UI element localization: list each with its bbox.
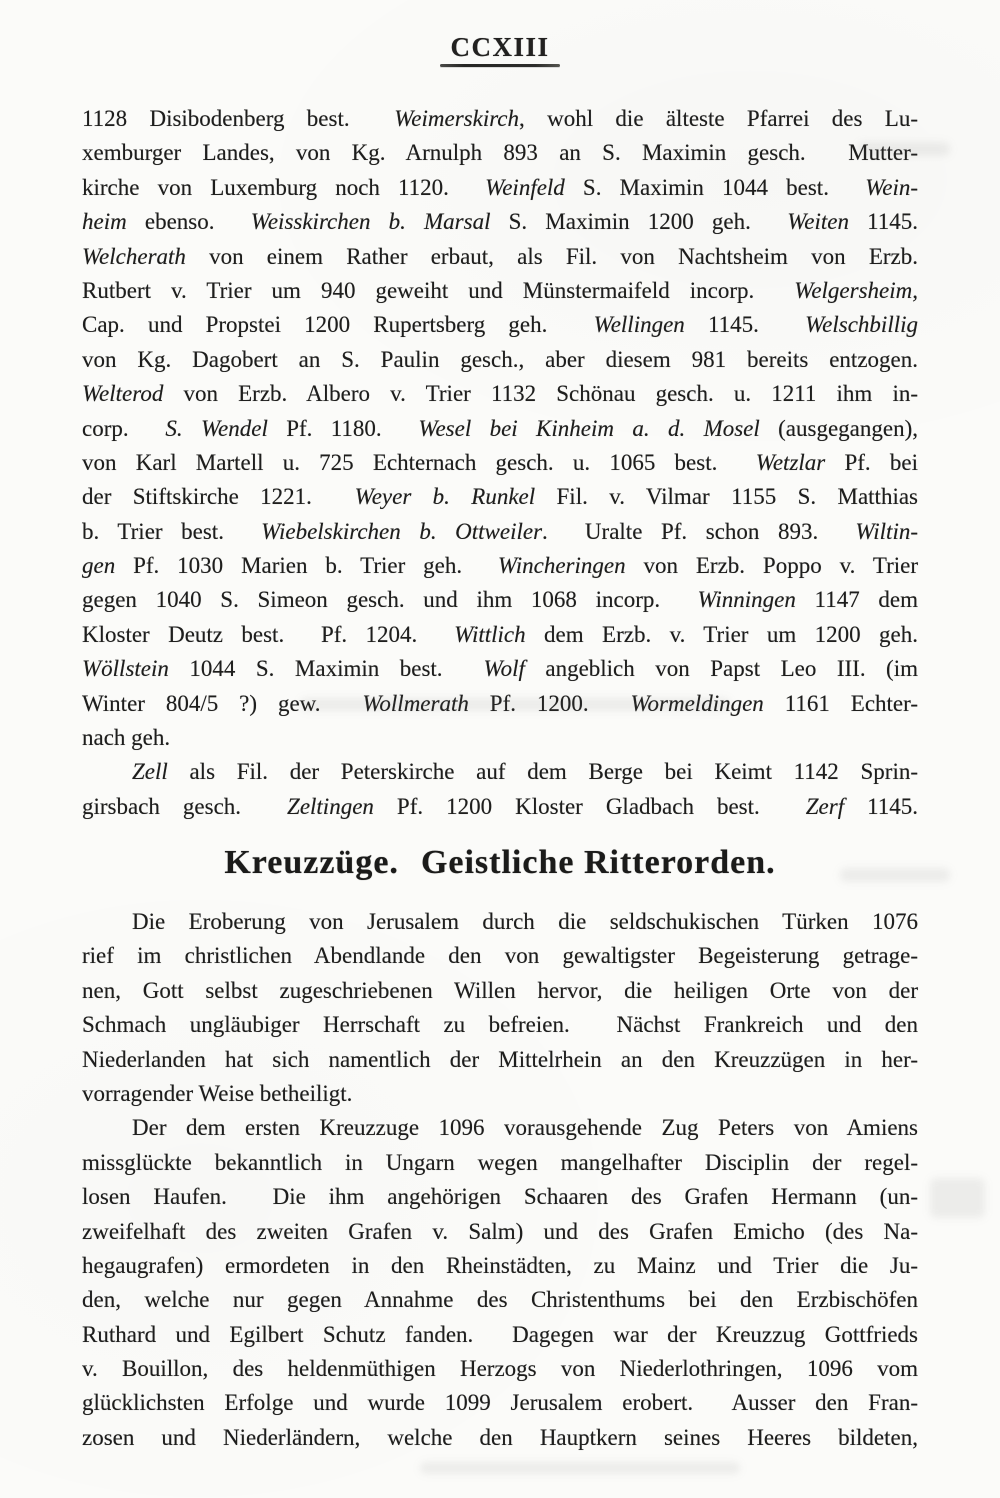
place-name-italic: Wittlich	[454, 621, 526, 647]
text-line	[82, 1146, 918, 1180]
body-text: Pf. bei	[825, 449, 918, 475]
body-text: ebenso.	[126, 209, 251, 235]
text-line	[82, 1043, 918, 1077]
body-text: 1044 S. Maximin best.	[168, 656, 484, 682]
text-line	[82, 939, 918, 973]
body-text: Pf. 1030 Marien b. Trier geh.	[115, 553, 498, 579]
body-text: den, welche nur gegen Annahme des Christenthums bei den Erzbischöfen	[82, 1287, 918, 1313]
text-line	[82, 343, 918, 377]
place-name-italic: Wiebelskirchen b. Ottweiler	[261, 518, 543, 544]
body-text: , wohl die älteste Pfarrei des Lu-	[519, 106, 919, 131]
text-line	[82, 1215, 918, 1249]
place-name-italic: heim	[82, 209, 127, 235]
text-line	[82, 618, 918, 652]
body-text: . Uralte Pf. schon 893.	[542, 518, 856, 544]
gazetteer-text-block	[82, 102, 918, 824]
body-text: Winter 804/5 ?) gew.	[82, 690, 363, 716]
body-text: 1161 Echter-	[763, 690, 918, 716]
body-text: Niederlanden hat sich namentlich der Mittelrhein an den Kreuzzügen in her-	[82, 1046, 918, 1072]
scan-artifact	[930, 1178, 985, 1218]
body-text: zosen und Niederländern, welche den Hauptkern seines Heeres bildeten,	[82, 1424, 918, 1450]
text-line	[82, 102, 918, 136]
place-name-italic: Wöllstein	[82, 656, 169, 682]
place-name-italic: Welterod	[82, 381, 164, 407]
body-text: 1145.	[848, 209, 918, 235]
body-text: Ruthard und Egilbert Schutz fanden. Dagegen war der Kreuzzug Gottfrieds	[82, 1321, 918, 1347]
text-line	[82, 974, 918, 1008]
body-text: vorragender Weise betheiligt.	[82, 1080, 353, 1106]
body-text: losen Haufen. Die ihm angehörigen Schaaren des Grafen Hermann (un-	[82, 1184, 918, 1210]
place-name-italic: Wollmerath	[362, 690, 469, 716]
section-heading-part2: Geistliche Ritterorden.	[420, 844, 776, 881]
place-name-italic: Weyer b. Runkel	[354, 484, 536, 510]
body-text: Schmach ungläubiger Herrschaft zu befreien. Nächst Frankreich und den	[82, 1012, 918, 1038]
body-text: von Kg. Dagobert an S. Paulin gesch., aber diesem 981 bereits entzogen.	[82, 346, 918, 372]
text-line	[82, 1180, 918, 1214]
body-text: b. Trier best.	[82, 518, 262, 544]
text-line	[82, 1352, 918, 1386]
text-line	[82, 171, 918, 205]
text-line	[82, 1386, 918, 1420]
body-text: Pf. 1200.	[468, 690, 631, 716]
place-name-italic: Zell	[132, 759, 168, 785]
body-text: von Erzb. Poppo v. Trier	[625, 553, 918, 579]
place-name-italic: gen	[82, 553, 116, 579]
body-text: Kloster Deutz best. Pf. 1204.	[82, 621, 455, 647]
text-line	[82, 515, 918, 549]
text-line	[82, 905, 918, 939]
place-name-italic: Weisskirchen b. Marsal	[250, 209, 491, 235]
text-line	[82, 1249, 918, 1283]
body-text: missglückte bekanntlich in Ungarn wegen mangelhafter Disciplin der regel-	[82, 1149, 918, 1175]
body-text: von Karl Martell u. 725 Echternach gesch. u. 1065 best.	[82, 449, 756, 475]
text-line	[82, 1008, 918, 1042]
body-text: Pf. 1180.	[267, 415, 419, 441]
body-text: v. Bouillon, des heldenmüthigen Herzogs von Niederlothringen, 1096 vom	[82, 1356, 918, 1382]
body-text: hegaugrafen) ermordeten in den Rheinstädten, zu Mainz und Trier die Ju-	[82, 1252, 918, 1278]
body-text: (ausgegangen),	[759, 415, 918, 441]
body-text: glücklichsten Erfolge und wurde 1099 Jerusalem erobert. Ausser den Fran-	[82, 1390, 918, 1416]
body-text: 1145.	[684, 312, 806, 338]
place-name-italic: Wellingen	[593, 312, 685, 338]
text-line	[82, 790, 918, 824]
body-text: 1145.	[844, 793, 918, 819]
text-line	[82, 1421, 918, 1455]
place-name-italic: Wormeldingen	[630, 690, 764, 716]
place-name-italic: Welschbillig	[805, 312, 918, 338]
body-text: zweifelhaft des zweiten Grafen v. Salm) und des Grafen Emicho (des Na-	[82, 1218, 918, 1244]
body-text: Pf. 1200 Kloster Gladbach best.	[373, 793, 806, 819]
text-line	[82, 721, 918, 755]
body-text: Rutbert v. Trier um 940 geweiht und Münstermaifeld incorp.	[82, 277, 795, 303]
body-text: der Stiftskirche 1221.	[82, 484, 355, 510]
text-line	[82, 136, 918, 170]
place-name-italic: Weiten	[787, 209, 849, 235]
body-text: dem Erzb. v. Trier um 1200 geh.	[525, 621, 918, 647]
text-line	[82, 274, 918, 308]
section-heading	[0, 844, 1000, 882]
text-line	[82, 652, 918, 686]
place-name-italic: Wincheringen	[497, 553, 626, 579]
body-text: 1147 dem	[795, 587, 918, 613]
body-text: Fil. v. Vilmar 1155 S. Matthias	[535, 484, 918, 510]
body-text: Cap. und Propstei 1200 Rupertsberg geh.	[82, 312, 594, 338]
place-name-italic: Weinfeld	[485, 174, 565, 200]
place-name-italic: Wetzlar	[755, 449, 826, 475]
text-line	[82, 1283, 918, 1317]
place-name-italic: Zeltingen	[287, 793, 374, 819]
place-name-italic: Weimerskirch	[394, 106, 520, 131]
text-line	[82, 687, 918, 721]
place-name-italic: Welgersheim,	[794, 277, 918, 303]
place-name-italic: Winningen	[697, 587, 796, 613]
text-line	[82, 205, 918, 239]
body-text: rief im christlichen Abendlande den von gewaltigster Begeisterung getrage-	[82, 943, 918, 969]
body-text: corp.	[82, 415, 166, 441]
body-text: Die Eroberung von Jerusalem durch die seldschukischen Türken 1076	[132, 909, 918, 934]
body-text: xemburger Landes, von Kg. Arnulph 893 an S. Maximin gesch. Mutter-	[82, 140, 918, 166]
body-text: von einem Rather erbaut, als Fil. von Nachtsheim von Erzb.	[185, 243, 918, 269]
body-text: kirche von Luxemburg noch 1120.	[82, 174, 486, 200]
body-text: nen, Gott selbst zugeschriebenen Willen hervor, die heiligen Orte von der	[82, 977, 918, 1003]
text-line	[82, 308, 918, 342]
section-heading-part1: Kreuzzüge.	[224, 844, 399, 881]
place-name-italic: Zerf	[805, 793, 845, 819]
text-line	[82, 446, 918, 480]
body-text: 1128 Disibodenberg best.	[82, 106, 395, 131]
place-name-italic: S. Wendel	[165, 415, 268, 441]
page-number-folio: CCXIII	[450, 32, 550, 62]
place-name-italic: Wein-	[865, 174, 918, 200]
text-line	[82, 240, 918, 274]
text-line	[82, 1077, 918, 1111]
text-line	[82, 755, 918, 789]
text-line	[82, 549, 918, 583]
text-line	[82, 1318, 918, 1352]
folio-underline-rule	[440, 64, 560, 67]
place-name-italic: Wiltin-	[855, 518, 919, 544]
text-line	[82, 1111, 918, 1145]
place-name-italic: Wolf	[483, 656, 525, 682]
body-text: gegen 1040 S. Simeon gesch. und ihm 1068 incorp.	[82, 587, 698, 613]
body-text: nach geh.	[82, 725, 171, 751]
body-text: angeblich von Papst Leo III. (im	[524, 656, 918, 682]
body-text: von Erzb. Albero v. Trier 1132 Schönau gesch. u. 1211 ihm in-	[163, 381, 918, 407]
text-line	[82, 480, 918, 514]
body-text: als Fil. der Peterskirche auf dem Berge bei Keimt 1142 Sprin-	[167, 759, 918, 785]
body-text: Der dem ersten Kreuzzuge 1096 vorausgehende Zug Peters von Amiens	[132, 1115, 918, 1141]
body-text: girsbach gesch.	[82, 793, 288, 819]
body-text: S. Maximin 1200 geh.	[490, 209, 788, 235]
crusades-text-block	[82, 905, 918, 1455]
text-line	[82, 377, 918, 411]
text-line	[82, 412, 918, 446]
scan-artifact	[420, 1462, 740, 1474]
body-text: S. Maximin 1044 best.	[564, 174, 866, 200]
text-line	[82, 583, 918, 617]
place-name-italic: Welcherath	[82, 243, 186, 269]
place-name-italic: Wesel bei Kinheim a. d. Mosel	[418, 415, 760, 441]
